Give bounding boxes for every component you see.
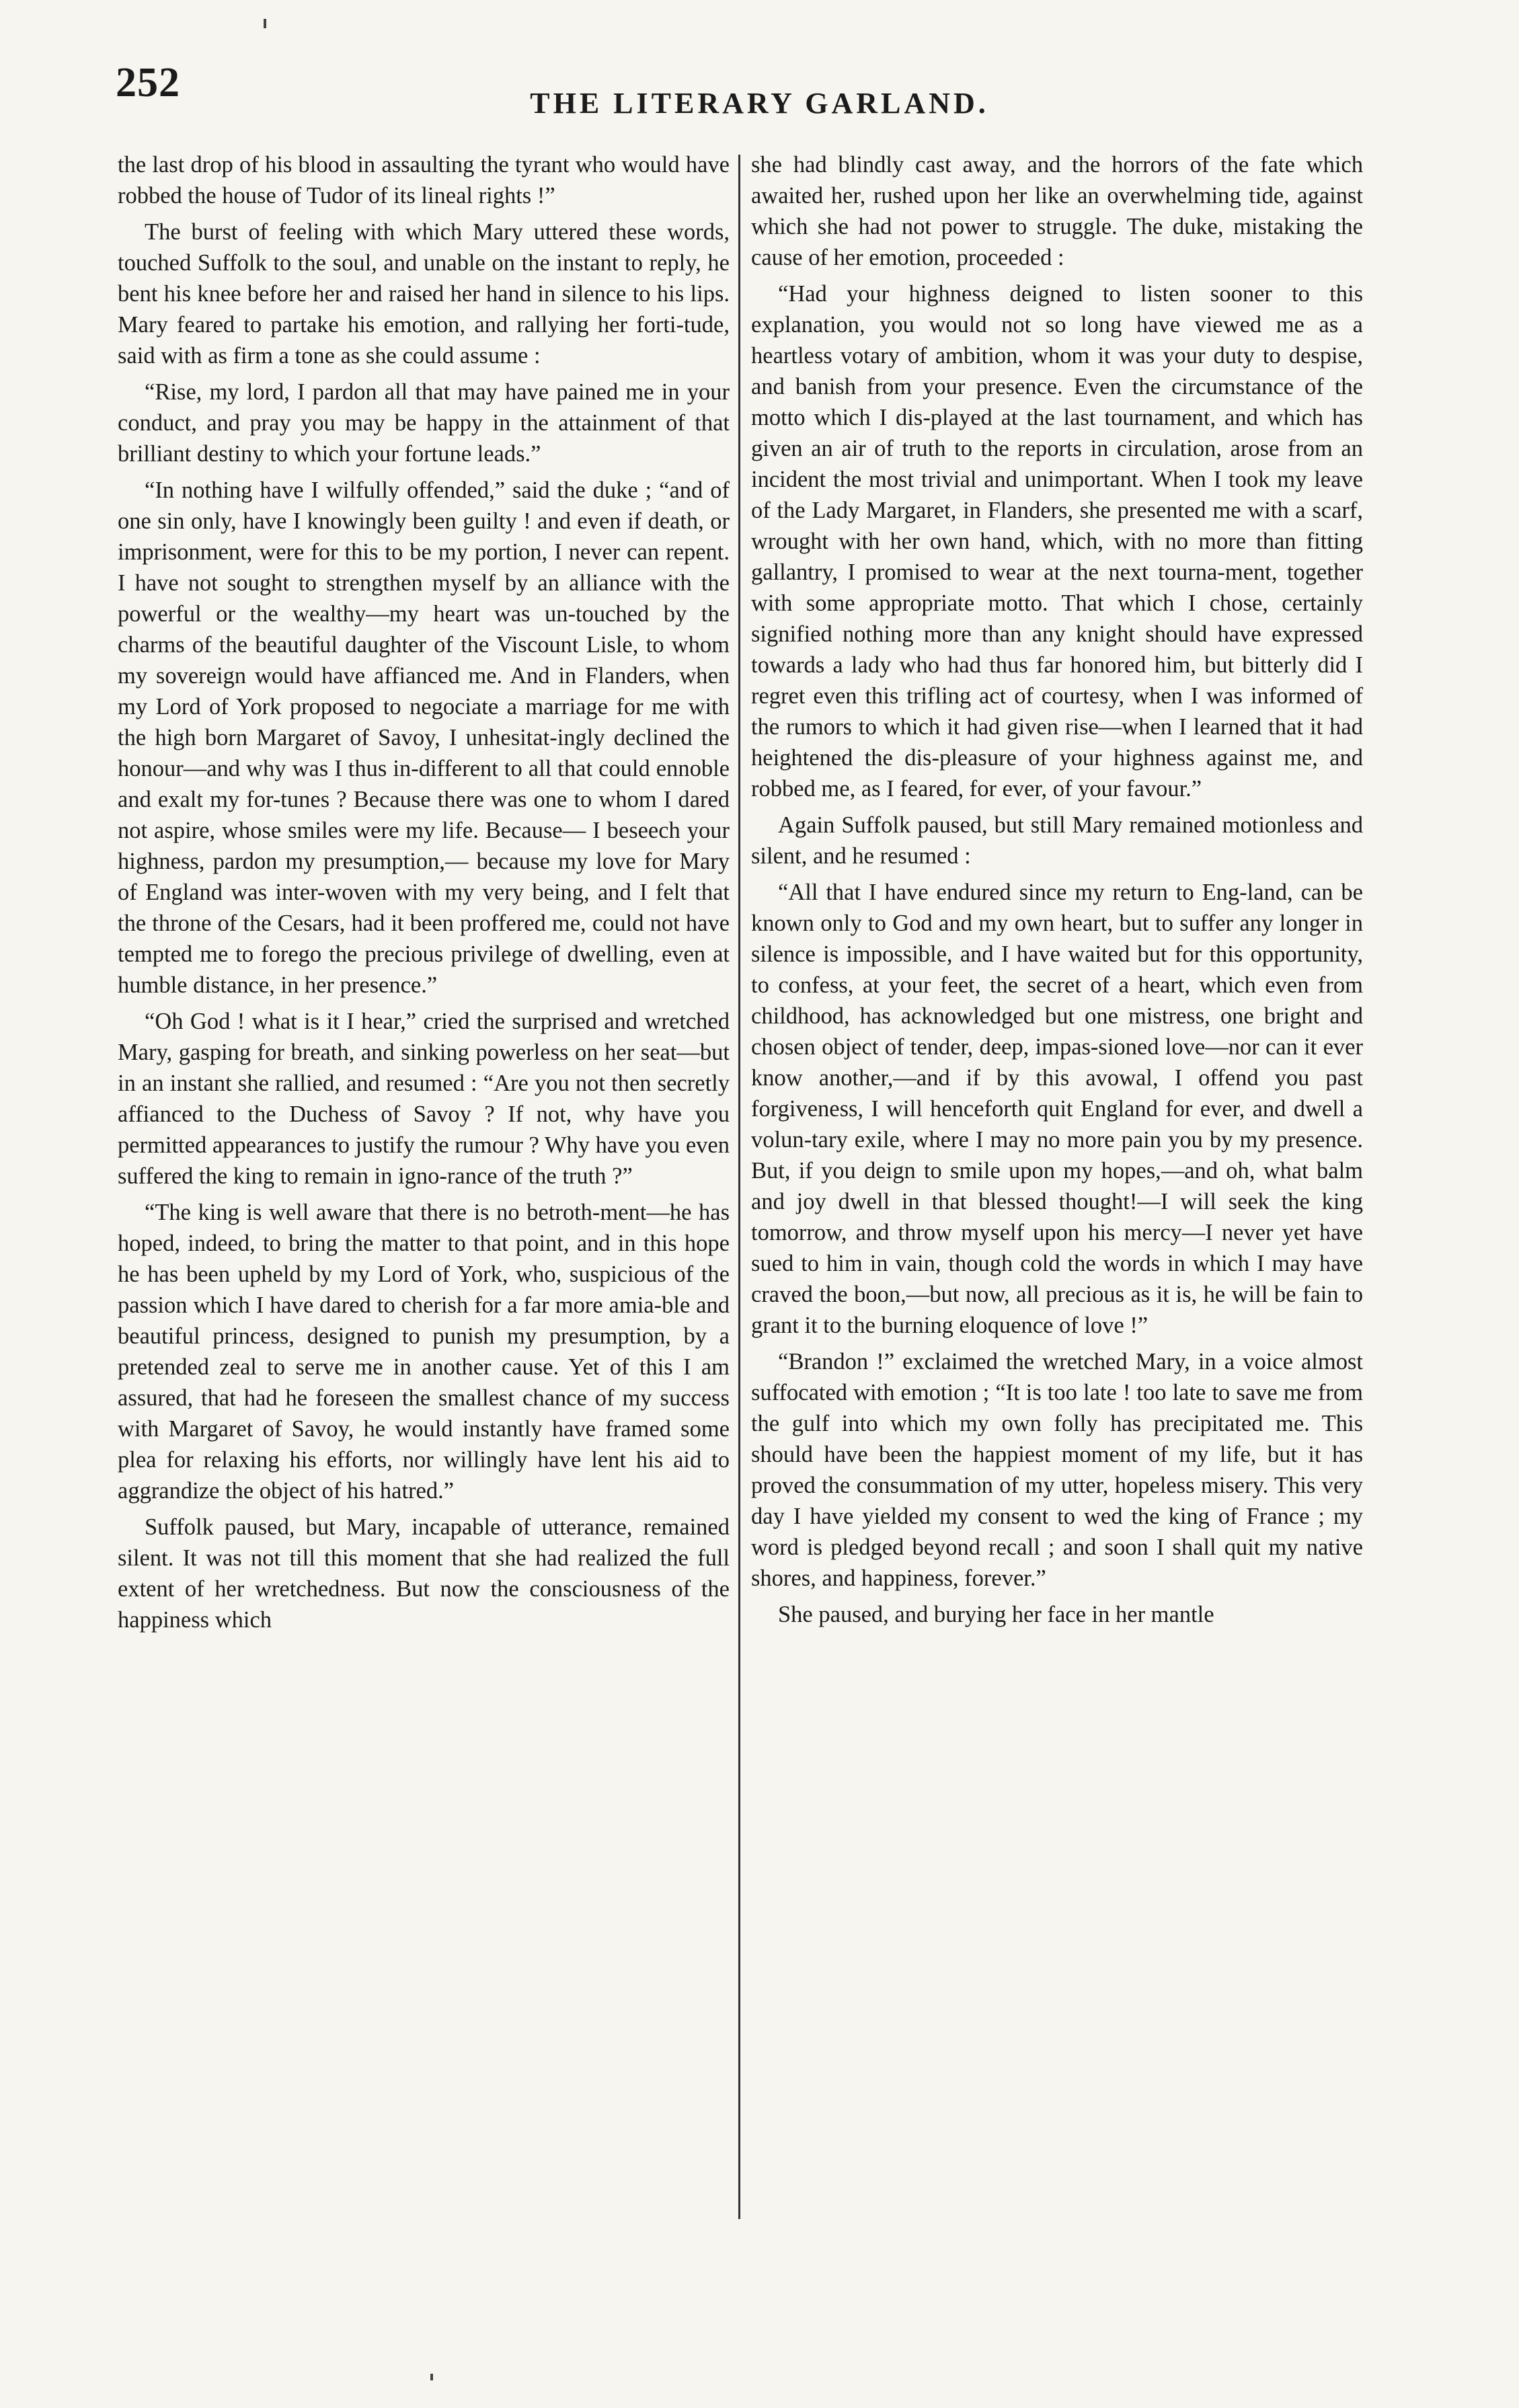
paragraph: Suffolk paused, but Mary, incapable of utterance, remained silent. It was not till this moment that she had realized the full extent of her wretchedness. But now the consciousness of the happiness which <box>118 1514 730 1633</box>
paragraph: Again Suffolk paused, but still Mary remained motionless and silent, and he resumed : <box>751 812 1363 869</box>
print-speck <box>264 19 266 28</box>
left-column <box>118 149 730 2315</box>
paragraph: “Had your highness deigned to listen sooner to this explanation, you would not so long have viewed me as a heartless votary of ambition, whom it was your duty to despise, and banish from your presence. Even the circumstance of the motto which I dis-played at the last tournament, and which has given an air of truth to the reports in circulation, arose from an incident the most trivial and unimportant. When I took my leave of the Lady Margaret, in Flanders, she presented me with a scarf, wrought with her own hand, which, with no more than fitting gallantry, I promised to wear at the next tourna-ment, together with some appropriate motto. That which I chose, certainly signified nothing more than any knight should have expressed towards a lady who had thus far honored him, but bitterly did I regret even this trifling act of courtesy, when I was informed of the rumors to which it had given rise—when I learned that it had heightened the dis-pleasure of your highness against me, and robbed me, as I feared, for ever, of your favour.” <box>751 281 1363 802</box>
page-number: 252 <box>116 60 180 106</box>
paragraph: the last drop of his blood in assaulting the tyrant who would have robbed the house of Tudor of its lineal rights !” <box>118 152 730 208</box>
paragraph: “In nothing have I wilfully offended,” said the duke ; “and of one sin only, have I knowingly been guilty ! and even if death, or imprisonment, were for this to be my portion, I never can repent. I have not sought to strengthen myself by an alliance with the powerful or the wealthy—my heart was un-touched by the charms of the beautiful daughter of the Viscount Lisle, to whom my sovereign would have affianced me. And in Flanders, when my Lord of York proposed to negociate a marriage for me with the high born Margaret of Savoy, I unhesitat-ingly declined the honour—and why was I thus in-different to all that could ennoble and exalt my for-tunes ? Because there was one to whom I dared not aspire, whose smiles were my life. Because— I beseech your highness, pardon my presumption,— because my love for Mary of England was inter-woven with my very being, and I felt that the throne of the Cesars, had it been proffered me, could not have tempted me to forego the precious privilege of dwelling, even at humble distance, in her presence.” <box>118 477 730 998</box>
right-column <box>751 149 1363 2315</box>
paragraph: she had blindly cast away, and the horrors of the fate which awaited her, rushed upon her like an overwhelming tide, against which she had not power to struggle. The duke, mistaking the cause of her emotion, proceeded : <box>751 152 1363 270</box>
column-divider <box>738 155 740 2219</box>
paragraph: “Rise, my lord, I pardon all that may have pained me in your conduct, and pray you may be happy in the attainment of that brilliant destiny to which your fortune leads.” <box>118 379 730 467</box>
paragraph: The burst of feeling with which Mary uttered these words, touched Suffolk to the soul, and unable on the instant to reply, he bent his knee before her and raised her hand in silence to his lips. Mary feared to partake his emotion, and rallying her forti-tude, said with as firm a tone as she could assume : <box>118 219 730 368</box>
paragraph: “The king is well aware that there is no betroth-ment—he has hoped, indeed, to bring the matter to that point, and in this hope he has been upheld by my Lord of York, who, suspicious of the passion which I have dared to cherish for a far more amia-ble and beautiful princess, designed to punish my presumption, by a pretended zeal to serve me in another cause. Yet of this I am assured, that had he foreseen the smallest chance of my success with Margaret of Savoy, he would instantly have framed some plea for relaxing his efforts, nor willingly have lent his aid to aggrandize the object of his hatred.” <box>118 1200 730 1504</box>
running-title: THE LITERARY GARLAND. <box>530 87 989 120</box>
print-speck <box>430 2374 433 2380</box>
paragraph: “All that I have endured since my return to Eng-land, can be known only to God and my own heart, but to suffer any longer in silence is impossible, and I have waited but for this opportunity, to confess, at your feet, the secret of a heart, which even from childhood, has acknowledged but one mistress, one bright and chosen object of tender, deep, impas-sioned love—nor can it ever know another,—and if by this avowal, I offend you past forgiveness, I will henceforth quit England for ever, and dwell a volun-tary exile, where I may no more pain you by my presence. But, if you deign to smile upon my hopes,—and oh, what balm and joy dwell in that blessed thought!—I will seek the king tomorrow, and throw myself upon his mercy—I never yet have sued to him in vain, though cold the words in which I may have craved the boon,—but now, all precious as it is, he will be fain to grant it to the burning eloquence of love !” <box>751 880 1363 1338</box>
paragraph: “Brandon !” exclaimed the wretched Mary, in a voice almost suffocated with emotion ; “It is too late ! too late to save me from the gulf into which my own folly has precipitated me. This should have been the happiest moment of my life, but it has proved the consummation of my utter, hopeless misery. This very day I have yielded my consent to wed the king of France ; my word is pledged beyond recall ; and soon I shall quit my native shores, and happiness, forever.” <box>751 1349 1363 1591</box>
paragraph: “Oh God ! what is it I hear,” cried the surprised and wretched Mary, gasping for breath, and sinking powerless on her seat—but in an instant she rallied, and resumed : “Are you not then secretly affianced to the Duchess of Savoy ? If not, why have you permitted appearances to justify the rumour ? Why have you even suffered the king to remain in igno-rance of the truth ?” <box>118 1009 730 1189</box>
paragraph: She paused, and burying her face in her mantle <box>778 1602 1214 1627</box>
